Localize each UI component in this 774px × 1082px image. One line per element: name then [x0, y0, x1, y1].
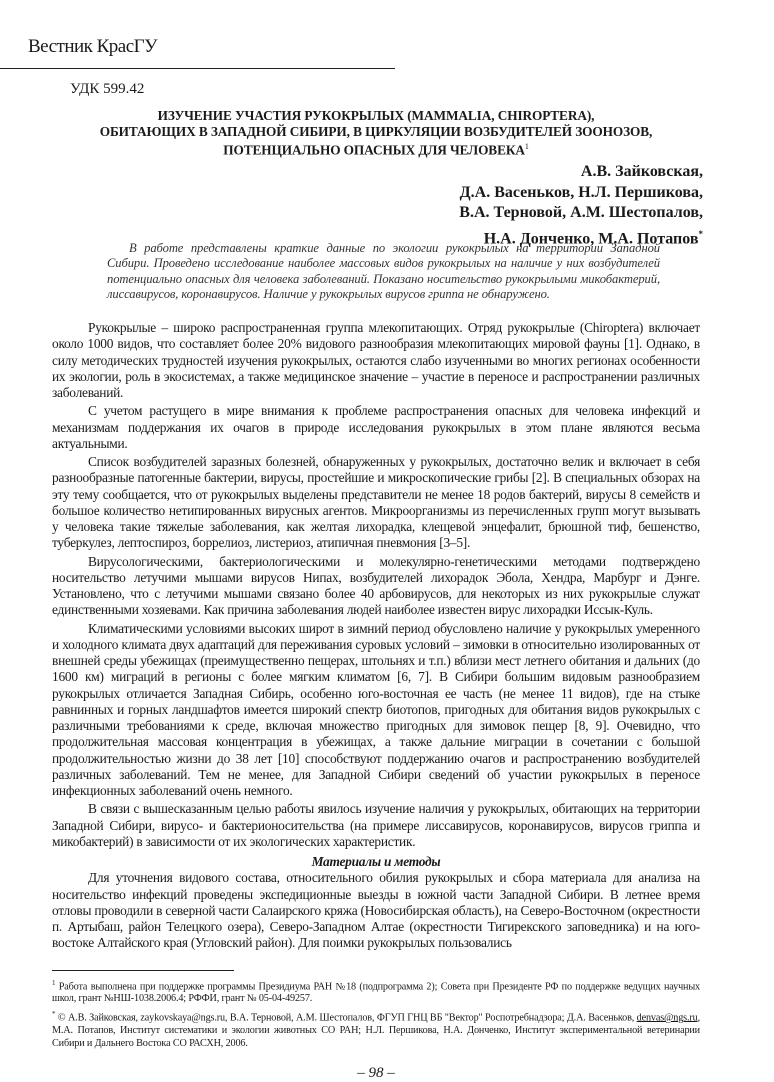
paragraph: Вирусологическими, бактериологическими и молекулярно-генетическими методами подтверждено носительство летучими мышами вирусов Нипах, возбудителей лихорадок Эбола, Хендра, Марбург и Дэнге. Установлено, что с летучими мышами связано более 40 арбовирусов, для некоторых из них рукокрылые служат единственными хозяевами. Как причина заболевания людей наиболее известен вирус лихорадки Иссык-Куль.	[52, 553, 700, 618]
footnote-1	[52, 977, 700, 1007]
footnote-2	[52, 1008, 700, 1050]
footnote-text: , М.А. Потапов, Институт систематики и экологии животных СО РАН; Н.Л. Першикова, Н.А. Донченко, Институт экспериментальной ветеринарии Сибири и Дальнего Востока СО РАСХН, 2006.	[52, 1012, 700, 1049]
footnote-text: Работа выполнена при поддержке программы Президиума РАН №18 (подпрограмма 2); Совета при Президенте РФ по поддержке ведущих научных школ, грант №НШ-1038.2006.4; РФФИ, грант № 05-04-49257.	[52, 980, 700, 1005]
footnote-ref[interactable]: 1	[524, 142, 529, 151]
footnote-divider	[52, 970, 234, 971]
author-line: В.А. Терновой, А.М. Шестопалов,	[459, 204, 703, 221]
footnote-text: © А.В. Зайковская, zaykovskaya@ngs.ru, В.А. Терновой, А.М. Шестопалов, ФГУП ГНЦ ВБ "Вектор" Роспотребнадзора; Д.А. Васеньков,	[57, 1012, 637, 1024]
article-body	[52, 320, 700, 952]
udk-code: УДК 599.42	[70, 81, 145, 97]
author-line-text: Н.А. Донченко, М.А. Потапов	[483, 229, 699, 247]
abstract: В работе представлены краткие данные по экологии рукокрылых на территории Западной Сибири. Проведено исследование наиболее массовых видов рукокрылых на наличие у них возбудителей потенциально опасных для человека заболеваний. Показано носительство рукокрылыми микобактерий, лиссавирусов, коронавирусов. Наличие у рукокрылых вирусов гриппа не обнаружено.	[107, 241, 660, 301]
paragraph: Рукокрылые – широко распространенная группа млекопитающих. Отряд рукокрылые (Chiroptera) включает около 1000 видов, что составляет более 20% видового разнообразия млекопитающих мировой фауны [1]. Однако, в силу методических трудностей изучения рукокрылых, остаются слабо изученными во многих регионах особенности их экологии, роль в экосистемах, а также медицинское значение – участие в переносе и распространении различных заболеваний.	[52, 320, 700, 400]
footnote-mark: 1	[52, 978, 56, 987]
email-link[interactable]: denvas@ngs.ru	[636, 1012, 698, 1024]
journal-name: Вестник КрасГУ	[28, 36, 158, 57]
author-line: А.В. Зайковская,	[580, 163, 703, 180]
author-line: Д.А. Васеньков, Н.Л. Першикова,	[459, 183, 703, 201]
paragraph: Список возбудителей заразных болезней, обнаруженных у рукокрылых, достаточно велик и включает в себя разнообразные патогенные бактерии, вирусы, простейшие и микроскопические грибы [2]. В специальных обзорах на эту тему сообщается, что от рукокрылых выделены представители не менее 18 родов бактерий, вирусы 8 семейств и большое количество нетипированных вирусных агентов. Микроорганизмы из перечисленных групп могут вызывать у человека такие тяжелые заболевания, как желтая лихорадка, клещевой энцефалит, брюшной тиф, бешенство, туберкулез, лептоспироз, боррелиоз, листериоз, атипичная пневмония [3–5].	[52, 454, 700, 551]
page-number: – 98 –	[357, 1065, 395, 1082]
paragraph: Для уточнения видового состава, относительного обилия рукокрылых и сбора материала для анализа на носительство инфекций проведены экспедиционные выезды в южной части Западной Сибири. В летнее время отловы проводили в северной части Салаирского кряжа (Новосибирская область), на Северо-Восточном (окрестности п. Артыбаш, район Телецкого озера), Северо-Западном Алтае (окрестности Тигирекского заповедника) и на юго-востоке Алтайского края (Угловский район). Для поимки рукокрылых пользовались	[52, 870, 700, 951]
section-heading: Материалы и методы	[311, 854, 441, 869]
article-title	[52, 108, 700, 158]
title-line: ОБИТАЮЩИХ В ЗАПАДНОЙ СИБИРИ, В ЦИРКУЛЯЦИИ ВОЗБУДИТЕЛЕЙ ЗООНОЗОВ,	[99, 123, 653, 139]
footnotes	[52, 977, 700, 1051]
footnote-ref[interactable]: *	[698, 228, 703, 239]
page-flow	[52, 320, 700, 1082]
paragraph: С учетом растущего в мире внимания к проблеме распространения опасных для человека инфекций и механизмам поддержания их очагов в природе исследования рукокрылых в этом плане являются весьма актуальными.	[52, 403, 700, 451]
footnote-mark: *	[52, 1010, 56, 1019]
paragraph: В связи с вышесказанным целью работы явилось изучение наличия у рукокрылых, обитающих на территории Западной Сибири, вирусо- и бактерионосительства (на примере лиссавирусов, коронавирусов, вирусов гриппа и микобактерий) в зависимости от их экологических характеристик.	[52, 801, 700, 849]
header-divider	[0, 68, 395, 69]
title-line-text: ПОТЕНЦИАЛЬНО ОПАСНЫХ ДЛЯ ЧЕЛОВЕКА	[223, 142, 525, 158]
title-line: ИЗУЧЕНИЕ УЧАСТИЯ РУКОКРЫЛЫХ (MAMMALIA, CHIROPTERA),	[157, 108, 595, 123]
title-line	[52, 139, 700, 158]
paragraph: Климатическими условиями высоких широт в зимний период обусловлено наличие у рукокрылых умеренного и холодного климата двух адаптаций для переживания суровых условий – зимовки в относительно изолированных от внешней среды убежищах (преимущественно пещерах, штольнях и т.п.) вблизи мест летнего обитания и дальних (до 1600 км) миграций в регионы с более мягким климатом [6, 7]. В Сибири большим видовым разнообразием рукокрылых отличается Западная Сибирь, особенно юго-восточная ее часть (не менее 11 видов), где на стыке равнинных и горных ландшафтов имеется широкий спектр биотопов, пригодных для обитания видов рукокрылых с различными требованиями к среде, включая множество пригодных для зимовок пещер [8, 9]. Очевидно, что продолжительная массовая концентрация в убежищах, а также дальние миграции в сочетании с большой продолжительностью жизни до 38 лет [10] способствуют поддержанию очагов и распространению возбудителей различных заболеваний. Тем не менее, для Западной Сибири сведений об участии рукокрылых в переносе инфекционных заболеваний очень немного.	[52, 620, 700, 798]
authors-block	[459, 162, 703, 249]
